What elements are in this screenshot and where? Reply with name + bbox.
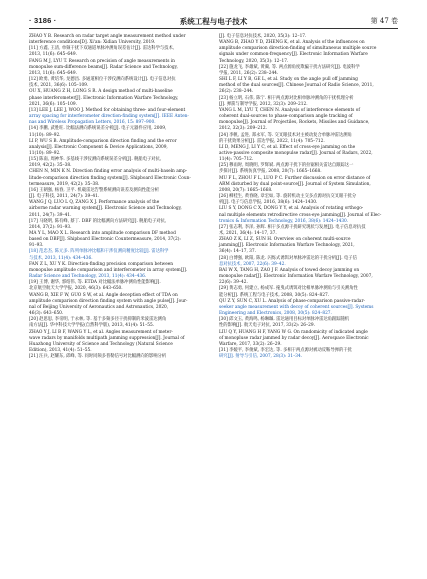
reference-link-line[interactable]: Engineering and Electronics, 2008, 30(5): 824–827. bbox=[219, 311, 332, 317]
reference-entry bbox=[219, 176, 401, 194]
reference-line: coherent dual-sources to phase-comparison angle tracking of bbox=[219, 114, 353, 120]
reference-entry bbox=[29, 46, 207, 58]
reference-link-line[interactable]: nas and Wireless Propagation Letters, 2016, 15: 897–900. bbox=[29, 120, 156, 126]
reference-line: LIU S Y, DONG C X, DONG Y Y, et al. Analysis of rotating orthogo- bbox=[219, 206, 364, 212]
reference-line: [11] 方鑫, 王清, 单频干扰下双通道单脉冲测角误差估计[J]. 雷达科学与技术, bbox=[29, 46, 175, 52]
reference-line: 2012, 32(3): 209–212. bbox=[219, 126, 267, 132]
reference-line: 步探讨[J]. 系统仿真学报, 2008, 20(7): 1665–1668. bbox=[219, 169, 322, 175]
reference-line: [16] 王朝强, 杨春, 卫平. 机载雷达告警系统测向误差及测向性能分析 bbox=[29, 187, 160, 193]
reference-line: [23] 杨立明, 石伟, 陈宁. 相干两点源对比相单脉冲测角的干扰机理分析 bbox=[219, 95, 354, 101]
reference-line: [25] 穆雨时, 周晓明, 罗辉斌. 两点源干扰下的拉锯相关雷达自跟踪这一 bbox=[219, 163, 354, 169]
reference-line: WANG B, ZHAO Y D, ZHENG K, et al. Analysis of the influences on bbox=[219, 40, 365, 46]
reference-entry bbox=[29, 200, 207, 218]
reference-line: OU X, HUANG Z H, LONG S R. A design method of multi-baseline bbox=[29, 89, 173, 95]
reference-line: ARM disturbed by dual point-source[J]. Journal of System Simulation, bbox=[219, 181, 371, 187]
reference-line: ZHAO Z K, LI Z, SUN H. Overview on coherent multi-source bbox=[219, 237, 351, 243]
reference-line: 性的影响[J]. 航天电子对抗, 2017, 33(2): 26–29. bbox=[219, 323, 315, 329]
reference-line: [21] 汪兵, 赵耀东, 邱峰, 等. 同时同频多普勒信号对比幅测向的影响分析 bbox=[29, 354, 167, 360]
reference-line: amplitude comparison direction finding system with angle pulse[J]. Jour- bbox=[29, 298, 188, 304]
reference-entry bbox=[219, 194, 401, 206]
reference-line: 2021, 36(6): 105–109. bbox=[29, 101, 77, 107]
reference-line: MA Y L, MAO X L. Research into amplitude comparison DF method bbox=[29, 231, 176, 236]
reference-entry bbox=[29, 219, 207, 231]
reference-entry bbox=[29, 157, 207, 169]
reference-line: ZHAO Y B. Research on radar target angle measurement method under bbox=[29, 34, 186, 39]
reference-line: airborne radar warning system[J]. Electronic Science and Technology, bbox=[29, 206, 182, 212]
reference-line: 2008, 20(7): 1665–1668. bbox=[219, 187, 273, 193]
reference-entry bbox=[219, 348, 401, 360]
reference-entry bbox=[29, 293, 207, 318]
reference-entry bbox=[219, 77, 401, 95]
reference-entry bbox=[29, 169, 207, 187]
reference-line: [24] 李帆, 孟进, 郑永军, 等. 交叉眼技术对主被动复合单脉冲雷达测角 bbox=[219, 132, 352, 138]
reference-line: 南方法[J]. 华中科技大学学报(自然科学版), 2013, 41(4): 51–55. bbox=[29, 323, 155, 329]
reference-entry bbox=[29, 330, 207, 355]
reference-line: 11(10): 89–92. bbox=[29, 132, 61, 138]
reference-line: 2011, 24(7): 39–41. bbox=[29, 212, 72, 218]
references-left-column bbox=[29, 34, 207, 360]
reference-line: FANG M J, LYU T. Research on precision of angle measurements in bbox=[29, 58, 175, 64]
reference-line: Warfare, 2017, 33(2): 26–29. bbox=[219, 341, 282, 347]
reference-entry bbox=[29, 262, 207, 280]
references-right-column bbox=[219, 34, 401, 360]
reference-entry bbox=[29, 108, 207, 126]
reference-line: ZHAO Y J, LI B F, WANG Y L, et al. Angles measurement of meter- bbox=[29, 329, 173, 335]
reference-line: [14] 李鹏, 武胜旺. 比幅法测向系统误差分析[J]. 电子元器件应用, 2009, bbox=[29, 126, 167, 132]
reference-line: [26] 柳桂生, 黄春晓, 章宏如, 等. 旋转机动主交多点源对抗交叉眼干扰分 bbox=[219, 194, 357, 200]
reference-line: WANG B, XIE F W, GUO S W, et al. Angle deception effect of TDA on bbox=[29, 292, 178, 298]
reference-entry bbox=[29, 89, 207, 107]
reference-line: 2019, 42(2): 35–38. bbox=[29, 163, 72, 169]
reference-line: analysis[J]. Electronic Component & Device Applications, 2009, bbox=[29, 144, 168, 150]
reference-line: QU Z Y, SUN C, XU L. Analysis of phase-comparison passive-radar- bbox=[219, 298, 365, 304]
reference-line: wave radars by manifolds multipath jamming suppression[J]. Journal of bbox=[29, 335, 185, 341]
reference-line: [17] 马晓明, 陈有峰, 蔡丁. DBF 的比幅测向方法研究[J]. 舰船电子对抗, bbox=[29, 218, 167, 224]
reference-entry bbox=[29, 280, 207, 292]
reference-line: [15] 陈南, 周神华. 多基线干涉仪测向系统误差分析[J]. 舰船电子对抗, bbox=[29, 157, 162, 163]
reference-line: [12] 欧勇, 黄培华, 龙德昌. 多通道相位干涉仪测向系统设计[J]. 电子信息对抗 bbox=[29, 77, 176, 83]
reference-line: method of the dual sources[J]. Chinese Journal of Radio Science, 2011, bbox=[219, 83, 374, 89]
reference-line: [27] 张志利, 李泽, 孙辉. 相干多点源干扰研究现状与发展[J]. 电子信息对抗技 bbox=[219, 224, 366, 230]
reference-entry bbox=[29, 188, 207, 200]
reference-entry bbox=[29, 126, 207, 138]
reference-line: LI D, MENG J, LI Y C, et al. Effect of cross-eye jamming on the bbox=[219, 144, 356, 150]
reference-line: 2013, 11(6): 645–649. bbox=[29, 70, 77, 76]
reference-line: termeasure, 2019, 42(2): 35–38. bbox=[29, 181, 100, 187]
reference-link-line[interactable]: Radar Science and Technology, 2013, 11(4): 434–436. bbox=[29, 274, 147, 280]
reference-line: jamming[J]. Electronic Information Warfare Technology, 2021, bbox=[219, 243, 355, 249]
reference-entry bbox=[219, 133, 401, 145]
reference-link-line[interactable]: 与技术, 2013, 11(4): 434–436. bbox=[29, 255, 93, 261]
reference-line: 学报, 2011, 26(2): 238–244. bbox=[219, 70, 279, 76]
reference-line: 2014, 37(2): 91–93. bbox=[29, 224, 72, 230]
reference-entry bbox=[219, 317, 401, 329]
reference-line: [28] 白博强, 欧阳, 陈龙. 闪烁式诱饵对单脉冲雷达的干扰分析[J]. 电子信 bbox=[219, 255, 357, 261]
reference-line: YANG L M, LYU T, CHEN N. Analysis of interference elements of bbox=[219, 107, 360, 113]
reference-line: LIU Q Y, HUANG H F, YANG W G. On randomicity of indicated angle bbox=[219, 329, 368, 335]
reference-line: active-passive composite monopulse radar[J]. Journal of Radars, 2022, bbox=[219, 150, 373, 156]
reference-line: 91–93. bbox=[29, 243, 44, 249]
reference-line: SHI L F, LI Y B, GE L, et al. Study on the angle pull off jamming bbox=[219, 77, 358, 83]
reference-entry bbox=[219, 96, 401, 108]
reference-entry bbox=[219, 268, 401, 286]
reference-line: phase interferometer[J]. Electronic Information Warfare Technology, bbox=[29, 95, 179, 101]
reference-link-line[interactable]: seeker angle measurement with decoy of coherent sources[J]. Systems bbox=[219, 304, 374, 310]
reference-entry bbox=[29, 59, 207, 77]
reference-entry bbox=[219, 299, 401, 317]
reference-entry bbox=[29, 34, 207, 46]
reference-line: [J]. 电子信息对抗技术, 2020, 35(3): 12–17. bbox=[219, 34, 307, 39]
reference-entry bbox=[29, 354, 207, 360]
reference-entry bbox=[29, 77, 207, 89]
reference-entry bbox=[219, 330, 401, 348]
reference-line: [30] 邱文玉, 黄海鸣, 杨琳珮. 雷达通用目标对单脉冲雷达角跟踪随机 bbox=[219, 317, 350, 323]
reference-line: 22(6): 39–42. bbox=[219, 280, 248, 286]
reference-line: nal of Beijing University of Aeronautics and Astronautics, 2020, bbox=[29, 304, 169, 310]
reference-link-line[interactable]: 息对抗技术, 2007, 22(6): 39–42. bbox=[219, 261, 286, 267]
reference-entry bbox=[219, 108, 401, 133]
reference-line: BAI W X, TANG H, ZAO J F. Analysis of towed decoy jamming on bbox=[219, 267, 360, 273]
header-rule bbox=[29, 28, 398, 29]
reference-line: signals under common-frequency[J]. Electronic Information Warfare bbox=[219, 52, 368, 58]
reference-line: monopulse sum-difference beams[J]. Radar Science and Technology, bbox=[29, 64, 178, 70]
reference-line: [22] 施龙飞, 李雄斌, 黄蔺, 等. 两点源角度欺骗干扰方法研究[J]. 电波科学 bbox=[219, 64, 360, 70]
volume-label: 第 47 卷 bbox=[370, 17, 398, 25]
reference-link-line[interactable]: 研究[J]. 射导与引信, 2007, 28(3): 31–34. bbox=[219, 354, 303, 360]
reference-line: MU F L, ZHOU F L, LUO P C. Further discussion on error distance of bbox=[219, 175, 371, 181]
reference-entry bbox=[29, 231, 207, 249]
reference-line: litude-comparison direction finding system[J]. Shipboard Electronic Coun- bbox=[29, 175, 191, 181]
reference-link-line[interactable]: tronics & Information Technology, 2016, 38(6): 1424–1430. bbox=[219, 218, 349, 224]
page-number: · 3186 · bbox=[29, 16, 57, 25]
reference-link-line[interactable]: [18] 范忠杰, 陈元多. 阵列单脉冲比幅和干涉仪测向精度比较[J]. 雷达科学 bbox=[29, 249, 169, 255]
reference-line: [J]. 电子科技, 2011, 24(7): 39–41. bbox=[29, 194, 100, 200]
reference-line: based on DBF[J]. Shipboard Electronic Countermeasure, 2014, 37(2): bbox=[29, 237, 181, 243]
reference-line: monopulse[J]. Journal of Projectiles, Rockets, Missiles and Guidance, bbox=[219, 120, 370, 126]
reference-entry bbox=[219, 65, 401, 77]
reference-entry bbox=[219, 237, 401, 255]
reference-line: 术, 2021, 36(4): 14–17, 37. bbox=[219, 231, 277, 236]
reference-line: WANG J Q, LUO L Q, ZANG X J. Performance analysis of the bbox=[29, 200, 160, 206]
reference-entry bbox=[219, 225, 401, 237]
reference-line: 36(4): 14–17, 37. bbox=[219, 249, 257, 255]
reference-line: of monopluse radar jammed by radar decoy[J]. Aerospace Electronic bbox=[219, 335, 369, 341]
reference-line: LI P, WU S B. Amplitude-comparison direction finding and the error bbox=[29, 138, 177, 144]
reference-line: 46(3): 643–650. bbox=[29, 311, 64, 317]
reference-line: 26(2): 238–244. bbox=[219, 89, 254, 95]
reference-line: 11(4): 705–712. bbox=[219, 157, 254, 163]
reference-entry bbox=[219, 256, 401, 268]
reference-link-line[interactable]: array spacing for interferometer direction-finding system[J]. IEEE Anten- bbox=[29, 114, 189, 120]
running-header bbox=[29, 14, 398, 28]
reference-line: [J]. 弹箭与制导学报, 2012, 32(3): 209–212. bbox=[219, 101, 308, 107]
reference-entry bbox=[29, 139, 207, 157]
reference-entry bbox=[219, 163, 401, 175]
reference-line: interference conditions[D]. Xi'an: Xidian University, 2019. bbox=[29, 40, 156, 46]
reference-line: amplitude comparison direction-finding of simultaneous multiple source bbox=[219, 46, 377, 52]
reference-line: monopulse amplitude comparison and interferometer in array system[J]. bbox=[29, 267, 188, 273]
reference-line: 析[J]. 电子与信息学报, 2016, 38(6): 1424–1430. bbox=[219, 200, 318, 206]
reference-line: [13] LEE J, LEE J, WOO J. Method for obtaining three- and four-element bbox=[29, 107, 186, 113]
reference-entry bbox=[219, 40, 401, 65]
reference-line: 技术, 2021, 36(6): 105–109. bbox=[29, 83, 89, 89]
reference-line: 北京航空航天大学学报, 2020, 46(3): 643–650. bbox=[29, 286, 123, 292]
reference-line: 的干扰效果分析[J]. 雷达学报, 2022, 11(4): 705–712. bbox=[219, 138, 325, 144]
reference-line: [31] 李媛平, 李俊斌, 李宏达, 等. 多相干两点源对被动反鞍导弹的干扰 bbox=[219, 347, 352, 353]
reference-line: Edition), 2013, 41(4): 51–55. bbox=[29, 347, 92, 353]
reference-entry bbox=[219, 286, 401, 298]
reference-line: CHEN N, MIN K N. Direction finding error analysis of multi-baseln amp- bbox=[29, 169, 188, 175]
reference-line: [29] 黄志勇, 何建立, 杨成军. 拖曳式诱饵对比相单脉冲测角与引关测角性 bbox=[219, 286, 358, 292]
reference-entry bbox=[29, 317, 207, 329]
journal-title: 系统工程与电子技术 bbox=[179, 17, 248, 26]
reference-entry bbox=[29, 249, 207, 261]
reference-line: 能分析[J]. 系统工程与电子技术, 2008, 30(5): 824–827. bbox=[219, 292, 330, 298]
reference-entry bbox=[219, 145, 401, 163]
reference-line: Huazhong University of Science and Technology (Natural Science bbox=[29, 341, 173, 347]
reference-line: [20] 赵思思, 李帝明, 于永林, 等. 基于多频多径干扰抑制的米波雷达测角 bbox=[29, 317, 167, 323]
reference-entry bbox=[219, 206, 401, 224]
reference-line: FAN Z L, XU Y K. Direction-finding precision comparison between bbox=[29, 261, 174, 267]
reference-line: 2013, 11(6): 645–649. bbox=[29, 52, 77, 58]
reference-line: nal multiple elements retrodirective cross-eye jamming[J]. Journal of Elec- bbox=[219, 212, 382, 218]
reference-line: 11(10): 89–92. bbox=[29, 150, 61, 156]
reference-line: monopulse radar[J]. Electronic Information Warfare Technology, 2007, bbox=[219, 274, 373, 280]
reference-line: [19] 王博, 谢华, 郭绍伟, 等. ETDA 对比幅法单脉冲测角性能影响[J]. bbox=[29, 280, 161, 286]
reference-line: Technology, 2020, 35(3): 12–17. bbox=[219, 58, 289, 64]
